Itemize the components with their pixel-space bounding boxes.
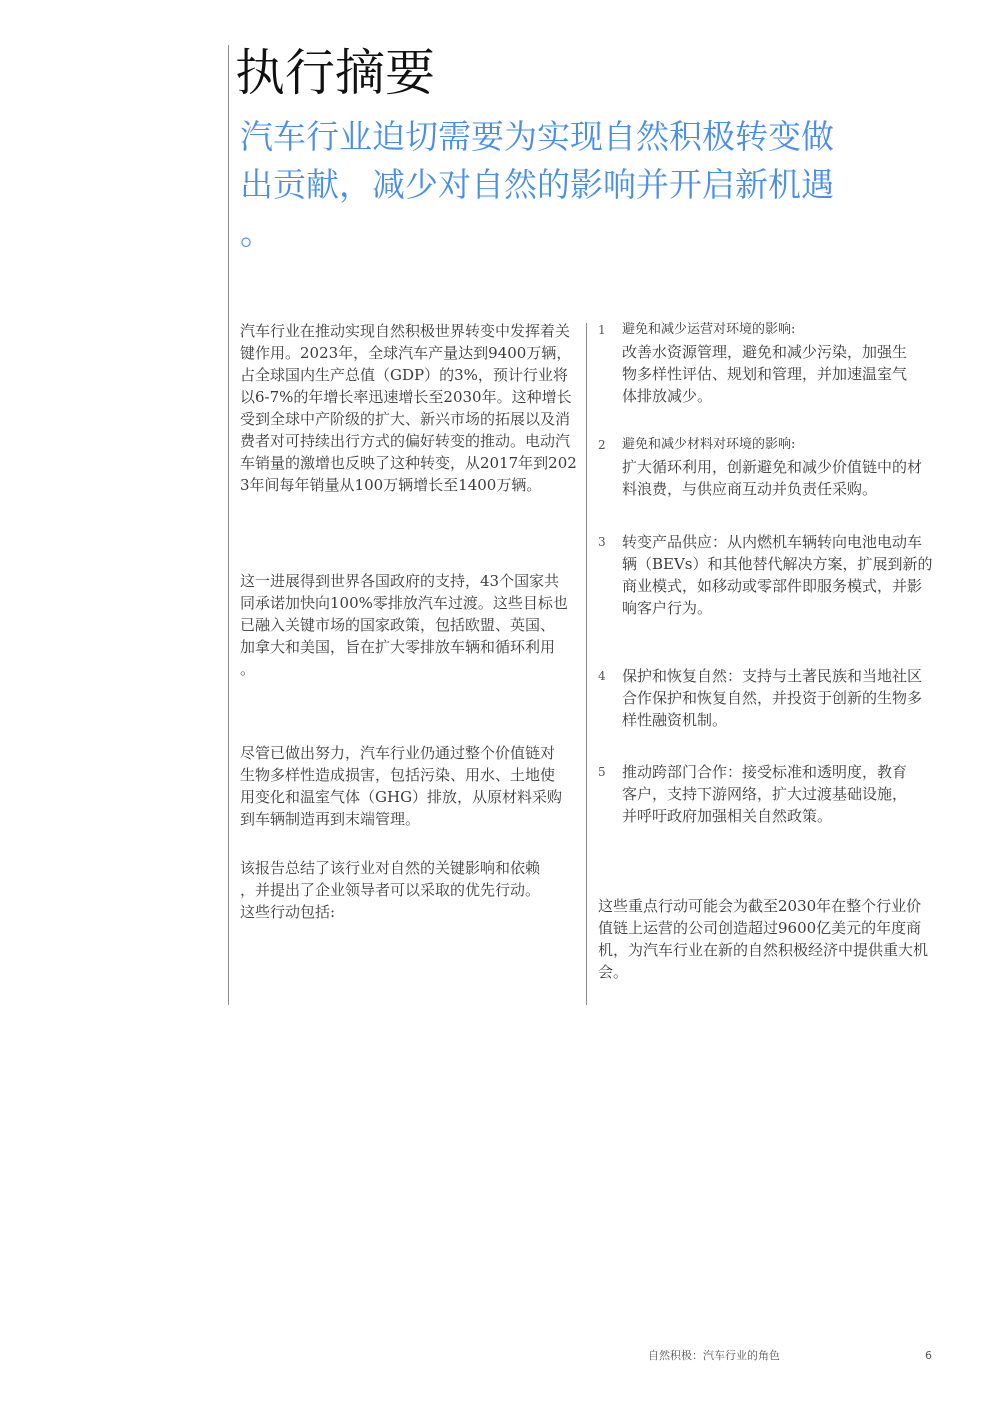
subtitle-line: 出贡献，减少对自然的影响并开启新机遇 (240, 165, 834, 204)
paragraph-intro (240, 320, 577, 496)
text-line: 体排放减少。 (622, 387, 713, 405)
item-body (622, 319, 907, 407)
page-number: 6 (925, 1349, 932, 1362)
item-body (622, 434, 922, 500)
item-text (622, 761, 907, 827)
text-line: 占全球国内生产总值（GDP）的3%，预计行业将 (240, 366, 568, 384)
column-divider-middle (586, 323, 587, 1005)
item-number: 5 (598, 765, 606, 779)
column-divider-left (228, 45, 229, 1005)
text-line: 转变产品供应：从内燃机车辆转向电池电动车 (622, 533, 923, 551)
text-line: 用变化和温室气体（GHG）排放，从原材料采购 (240, 788, 563, 806)
text-line: 客户，支持下游网络，扩大过渡基础设施， (622, 785, 908, 803)
item-heading: 避免和减少材料对环境的影响: (622, 437, 796, 452)
text-line: 费者对可持续出行方式的偏好转变的推动。电动汽 (240, 432, 571, 450)
text-line: 改善水资源管理，避免和减少污染，加强生 (622, 343, 908, 361)
item-number: 3 (598, 535, 606, 549)
text-line: 会。 (598, 963, 629, 981)
text-line: 以6-7%的年增长率迅速增长至2030年。这种增长 (240, 388, 572, 406)
text-line: 响客户行为。 (622, 599, 713, 617)
page-title: 执行摘要 (235, 44, 435, 102)
text-line: 保护和恢复自然：支持与土著民族和当地社区 (622, 667, 923, 685)
text-line: 商业模式，如移动或零部件即服务模式，并影 (622, 577, 923, 595)
text-line: 生物多样性造成损害，包括污染、用水、土地使 (240, 766, 556, 784)
paragraph-government-support (240, 570, 568, 680)
text-line: 这些重点行动可能会为截至2030年在整个行业价 (598, 897, 922, 915)
text-line: 这些行动包括: (240, 903, 336, 921)
paragraph-report-summary (240, 857, 540, 923)
item-text (622, 531, 933, 619)
paragraph-biodiversity-impact (240, 742, 562, 830)
text-line: 样性融资机制。 (622, 711, 728, 729)
text-line: 。 (240, 660, 256, 678)
text-line: 尽管已做出努力，汽车行业仍通过整个价值链对 (240, 744, 556, 762)
text-line: 这一进展得到世界各国政府的支持，43个国家共 (240, 572, 560, 590)
text-line: 并呼吁政府加强相关自然政策。 (622, 807, 833, 825)
item-number: 1 (598, 323, 606, 337)
text-line: 受到全球中产阶级的扩大、新兴市场的拓展以及消 (240, 410, 571, 428)
text-line: 值链上运营的公司创造超过9600亿美元的年度商 (598, 919, 922, 937)
text-line: 到车辆制造再到末端管理。 (240, 810, 421, 828)
subtitle-line: 。 (240, 213, 273, 252)
item-text (622, 456, 922, 500)
item-number: 2 (598, 438, 606, 452)
text-line: 合作保护和恢复自然，并投资于创新的生物多 (622, 689, 923, 707)
text-line: 该报告总结了该行业对自然的关键影响和依赖 (240, 859, 541, 877)
subtitle-line: 汽车行业迫切需要为实现自然积极转变做 (240, 117, 834, 156)
text-line: ，并提出了企业领导者可以采取的优先行动。 (240, 881, 541, 899)
subtitle (240, 113, 834, 257)
footer-title: 自然积极：汽车行业的角色 (648, 1349, 780, 1362)
text-line: 3年间每年销量从100万辆增长至1400万辆。 (240, 476, 542, 494)
item-text (622, 665, 922, 731)
closing-paragraph (598, 895, 928, 983)
text-line: 同承诺加快向100%零排放汽车过渡。这些目标也 (240, 594, 568, 612)
text-line: 车销量的激增也反映了这种转变，从2017年到202 (240, 454, 577, 472)
text-line: 键作用。2023年，全球汽车产量达到9400万辆， (240, 344, 572, 362)
text-line: 汽车行业在推动实现自然积极世界转变中发挥着关 (240, 322, 571, 340)
item-heading: 避免和减少运营对环境的影响: (622, 322, 796, 337)
text-line: 物多样性评估、规划和管理，并加速温室气 (622, 365, 908, 383)
text-line: 已融入关键市场的国家政策，包括欧盟、英国、 (240, 616, 556, 634)
text-line: 推动跨部门合作：接受标准和透明度，教育 (622, 763, 908, 781)
item-text (622, 341, 907, 407)
text-line: 扩大循环利用，创新避免和减少价值链中的材 (622, 458, 923, 476)
text-line: 加拿大和美国，旨在扩大零排放车辆和循环利用 (240, 638, 556, 656)
text-line: 料浪费，与供应商互动并负责任采购。 (622, 480, 878, 498)
item-number: 4 (598, 669, 606, 683)
text-line: 辆（BEVs）和其他替代解决方案，扩展到新的 (622, 555, 933, 573)
text-line: 机，为汽车行业在新的自然积极经济中提供重大机 (598, 941, 929, 959)
